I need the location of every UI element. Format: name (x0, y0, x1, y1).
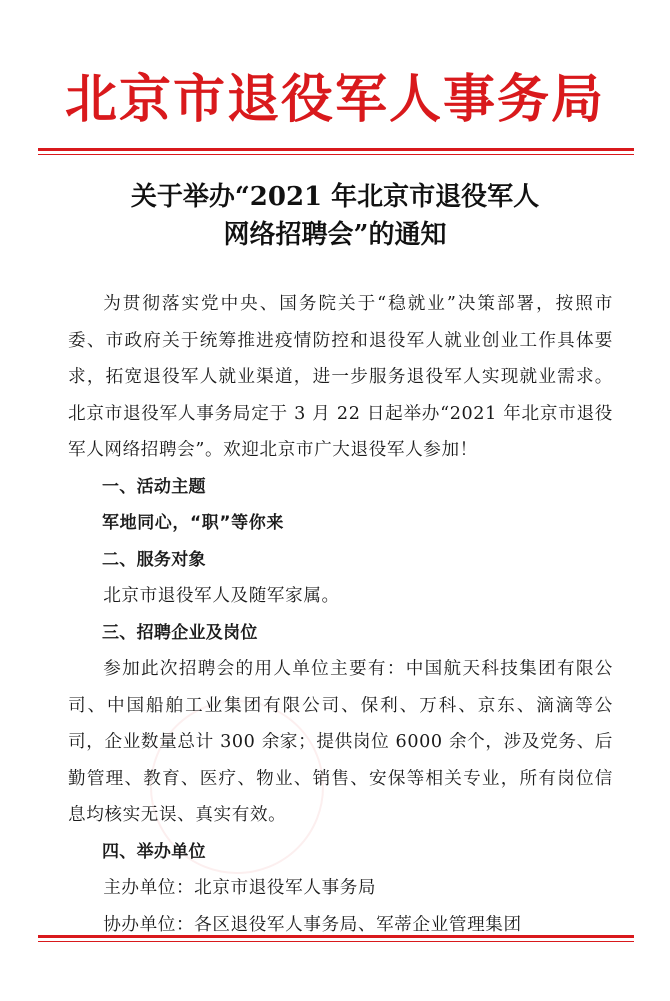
top-red-rule-thick (38, 148, 634, 151)
theme-slogan: 军地同心，“职”等你来 (102, 513, 284, 533)
document-title-line2: 网络招聘会”的通知 (223, 220, 447, 250)
letterhead-title: 北京市退役军人事务局 (64, 69, 605, 130)
audience-text: 北京市退役军人及随军家属。 (103, 586, 340, 606)
bottom-red-rule-thin (38, 941, 634, 942)
host-unit: 主办单位：北京市退役军人事务局 (103, 878, 377, 898)
section-heading-audience: 二、服务对象 (102, 549, 206, 570)
section-heading-companies: 三、招聘企业及岗位 (102, 622, 258, 643)
section-heading-organizers: 四、举办单位 (102, 841, 206, 862)
companies-paragraph: 参加此次招聘会的用人单位主要有：中国航天科技集团有限公司、中国船舶工业集团有限公司、保利、万科、京东、滴滴等公司，企业数量总计 300 余家；提供岗位 6000 余个，涉及党务、后勤管理、教育、医疗、物业、销售、安保等相关专业，所有岗位信息均核实无误、真实有效。 (68, 659, 613, 825)
top-red-rule (38, 148, 634, 155)
section-heading-theme: 一、活动主题 (102, 476, 206, 497)
bottom-red-rule (38, 935, 634, 942)
document-title (0, 178, 670, 254)
document-title-line1: 关于举办“2021 年北京市退役军人 (130, 182, 540, 212)
bottom-red-rule-thick (38, 935, 634, 938)
co-host-unit: 协办单位：各区退役军人事务局、军蒂企业管理集团 (103, 914, 522, 935)
intro-paragraph: 为贯彻落实党中央、国务院关于“稳就业”决策部署，按照市委、市政府关于统筹推进疫情防控和退役军人就业创业工作具体要求，拓宽退役军人就业渠道，进一步服务退役军人实现就业需求。北京市退役军人事务局定于 3 月 22 日起举办“2021 年北京市退役军人网络招聘会”。欢迎北京市广大退役军人参加！ (68, 294, 613, 460)
document-body (68, 286, 613, 943)
top-red-rule-thin (38, 154, 634, 155)
